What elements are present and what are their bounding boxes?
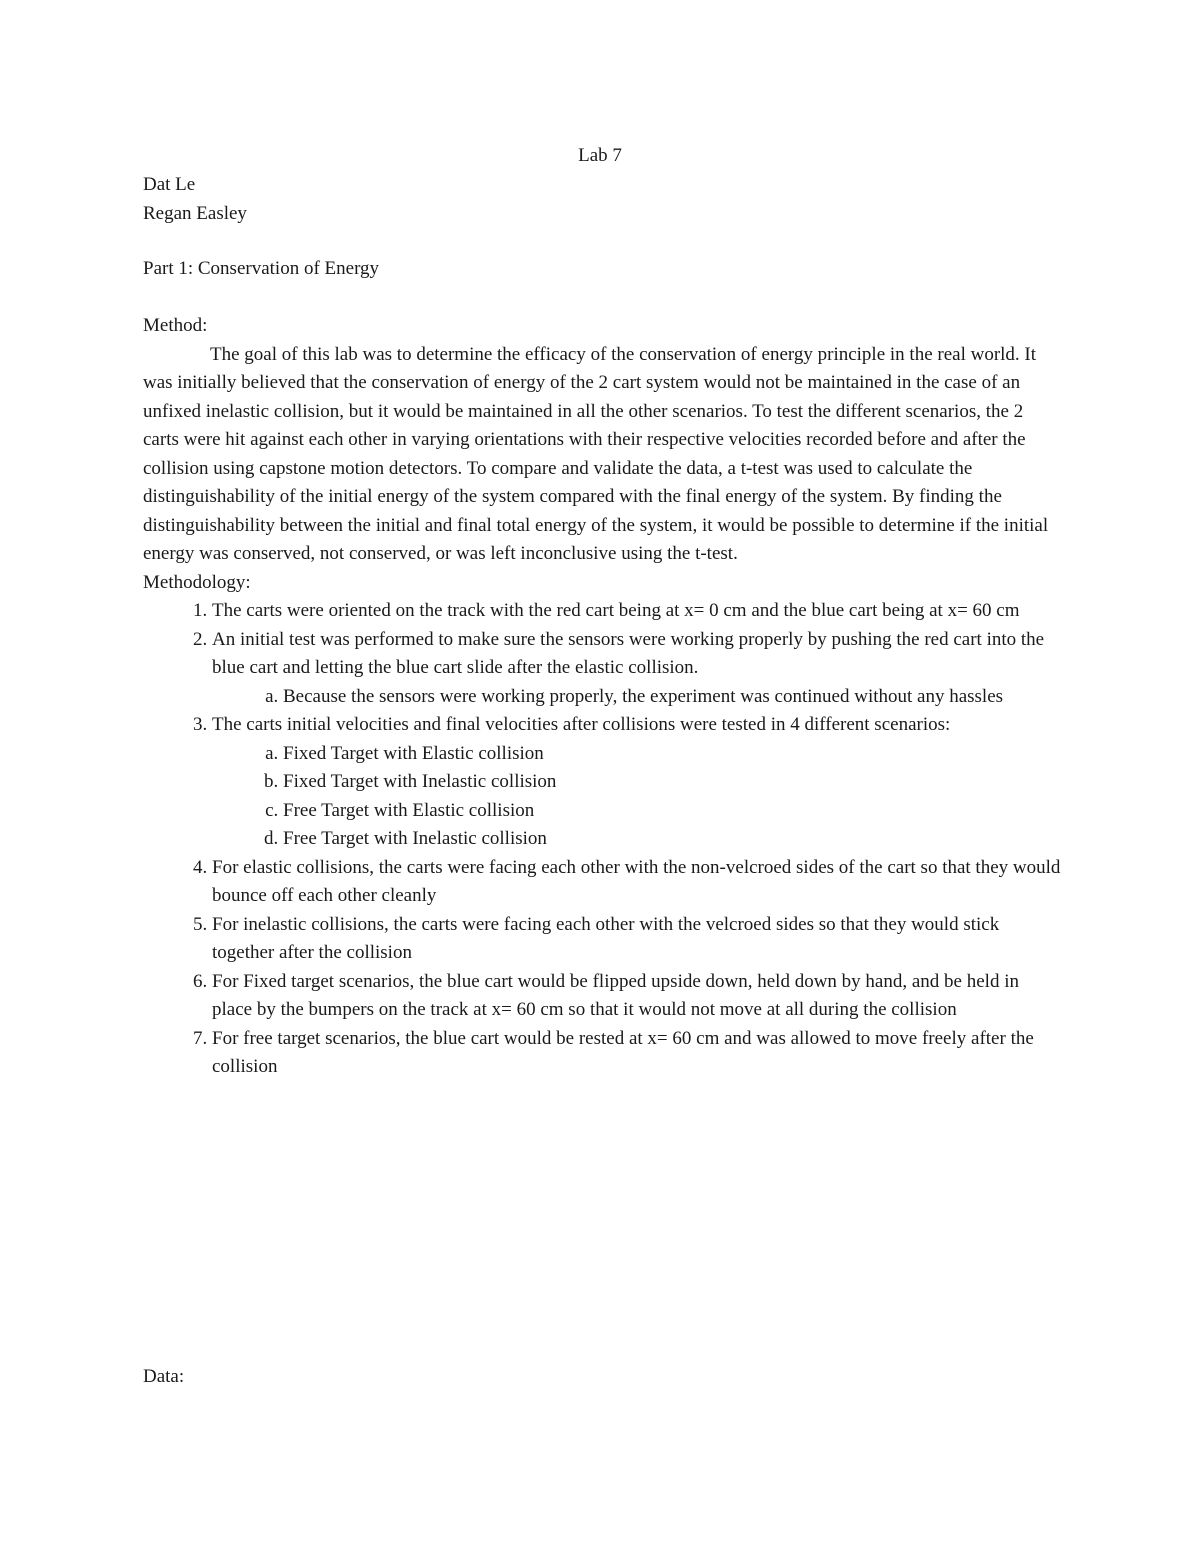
- author-list: [143, 170, 247, 228]
- step-text: An initial test was performed to make sure the sensors were working properly by pushing the red cart into the blue cart and letting the blue cart slide after the elastic collision.: [212, 628, 1045, 678]
- list-item: [212, 1025, 1063, 1082]
- methodology-label: Methodology:: [143, 571, 251, 593]
- list-item: [212, 968, 1063, 1025]
- document-title: Lab 7: [578, 145, 622, 166]
- method-section: [143, 312, 1063, 1082]
- list-item: [212, 597, 1063, 626]
- step-text: The carts initial velocities and final velocities after collisions were tested in 4 different scenarios:: [212, 714, 951, 735]
- list-item: [212, 711, 1063, 854]
- author-name: Regan Easley: [143, 203, 247, 224]
- sub-steps: [212, 740, 1063, 854]
- step-text: For inelastic collisions, the carts were facing each other with the velcroed sides so that they would stick together after the collision: [212, 913, 1000, 963]
- step-text: For free target scenarios, the blue cart would be rested at x= 60 cm and was allowed to move freely after the collision: [212, 1027, 1034, 1077]
- sub-list-item: c. Free Target with Elastic collision: [283, 797, 1063, 826]
- list-item: [212, 626, 1063, 712]
- step-text: The carts were oriented on the track with the red cart being at x= 0 cm and the blue cart being at x= 60 cm: [212, 600, 1020, 621]
- sub-steps: [212, 683, 1063, 712]
- sub-list-item: b. Fixed Target with Inelastic collision: [283, 768, 1063, 797]
- method-label: Method:: [143, 315, 208, 336]
- part-heading: Part 1: Conservation of Energy: [143, 258, 380, 279]
- method-paragraph: The goal of this lab was to determine the efficacy of the conservation of energy principle in the real world. It was initially believed that the conservation of energy of the 2 cart system would not be maintained in the case of an unfixed inelastic collision, but it would be maintained in all the other scenarios. To test the different scenarios, the 2 carts were hit against each other in varying orientations with their respective velocities recorded before and after the collision using capstone motion detectors. To compare and validate the data, a t-test was used to calculate the distinguishability of the initial energy of the system compared with the final energy of the system. By finding the distinguishability between the initial and final total energy of the system, it would be possible to determine if the initial energy was conserved, not conserved, or was left inconclusive using the t-test.: [143, 343, 1049, 564]
- methodology-steps: [143, 597, 1063, 1082]
- list-item: [212, 854, 1063, 911]
- author-name: Dat Le: [143, 174, 196, 195]
- step-text: For elastic collisions, the carts were facing each other with the non-velcroed sides of the cart so that they would bounce off each other cleanly: [212, 856, 1061, 906]
- sub-list-item: a. Fixed Target with Elastic collision: [283, 740, 1063, 769]
- data-label: Data:: [143, 1366, 185, 1387]
- sub-list-item: a. Because the sensors were working properly, the experiment was continued without any hassles: [283, 683, 1063, 712]
- list-item: [212, 911, 1063, 968]
- sub-list-item: d. Free Target with Inelastic collision: [283, 825, 1063, 854]
- step-text: For Fixed target scenarios, the blue cart would be flipped upside down, held down by hand, and be held in place by the bumpers on the track at x= 60 cm so that it would not move at all during the collision: [212, 970, 1019, 1020]
